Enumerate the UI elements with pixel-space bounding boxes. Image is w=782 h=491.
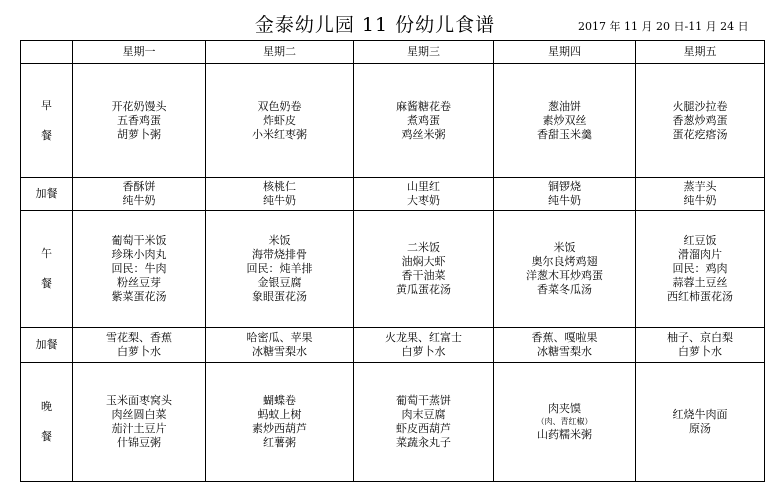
dish-item: 香葱炒鸡蛋 [672, 113, 728, 127]
dish-item: 茄汁土豆片 [111, 422, 167, 435]
dish-item: 铜锣烧 [548, 180, 581, 193]
dish-item: 蛋花疙瘩汤 [672, 127, 728, 141]
dish-item: 金银豆腐 [257, 276, 302, 289]
meal-row-dinner [21, 363, 765, 482]
dish-item: 回民：鸡肉 [672, 262, 728, 275]
dish-item: 原汤 [689, 422, 711, 435]
dish-item: 素炒双丝 [542, 113, 587, 127]
dish-item: 洋葱木耳炒鸡蛋 [526, 269, 603, 282]
dish-item: （肉、青红椒） [536, 417, 593, 426]
meal-label-char: 餐 [41, 277, 52, 290]
meal-label [21, 211, 73, 328]
dish-item: 蚂蚁上树 [257, 408, 302, 421]
dish-item: 回民：炖羊排 [246, 262, 313, 275]
dish-item: 米饭 [553, 241, 576, 254]
menu-cell-tuesday [206, 363, 354, 482]
meal-label-char: 晚 [41, 400, 52, 413]
dish-item: 冰糖雪梨水 [537, 345, 592, 358]
meal-label [21, 64, 73, 178]
dish-item: 香甜玉米羹 [537, 127, 592, 141]
dish-item: 麻酱糖花卷 [396, 99, 451, 113]
dish-item: 核桃仁 [263, 180, 296, 193]
menu-cell-monday [73, 211, 206, 328]
dish-item: 红豆饭 [683, 234, 717, 247]
dish-item: 葡萄干蒸饼 [396, 394, 451, 407]
dish-item: 香蕉、嘎啦果 [531, 331, 598, 344]
day-header-tuesday: 星期二 [206, 41, 354, 64]
dish-item: 双色奶卷 [257, 99, 302, 113]
dish-item: 山药糯米粥 [537, 428, 592, 441]
meal-label [21, 328, 73, 363]
day-header-wednesday: 星期三 [354, 41, 494, 64]
dish-item: 白萝卜水 [401, 345, 446, 358]
day-header-thursday: 星期四 [494, 41, 636, 64]
dish-item: 米饭 [268, 234, 291, 247]
menu-cell-wednesday [354, 363, 494, 482]
day-header-monday: 星期一 [73, 41, 206, 64]
dish-item: 山里红 [407, 180, 440, 193]
dish-item: 奥尔良烤鸡翅 [531, 255, 598, 268]
menu-table [20, 40, 765, 482]
dish-item: 冰糖雪梨水 [252, 345, 307, 358]
dish-item: 蒸芋头 [683, 180, 717, 193]
meal-label [21, 363, 73, 482]
menu-cell-wednesday [354, 211, 494, 328]
dish-item: 雪花梨、香蕉 [106, 331, 172, 344]
meal-label [21, 178, 73, 211]
dish-item: 小米红枣粥 [252, 127, 307, 141]
dish-item: 滑溜肉片 [678, 248, 722, 261]
menu-cell-thursday [494, 178, 636, 211]
dish-item: 纯牛奶 [683, 194, 717, 207]
dish-item: 素炒西葫芦 [252, 422, 307, 435]
dish-item: 五香鸡蛋 [117, 113, 161, 127]
meal-label-char: 早 [41, 98, 52, 112]
meal-label-char: 加餐 [35, 187, 58, 200]
dish-item: 油焖大虾 [401, 255, 446, 268]
menu-cell-tuesday [206, 178, 354, 211]
meal-label-char: 午 [41, 247, 52, 260]
dish-item: 火腿沙拉卷 [672, 99, 728, 113]
meal-label-char: 餐 [41, 128, 52, 142]
menu-cell-monday [73, 64, 206, 178]
dish-item: 葱油饼 [548, 99, 581, 113]
dish-item: 肉末豆腐 [401, 408, 446, 421]
menu-cell-friday [636, 178, 765, 211]
day-header-friday: 星期五 [636, 41, 765, 64]
menu-cell-wednesday [354, 64, 494, 178]
dish-item: 菜蔬汆丸子 [396, 436, 451, 449]
dish-item: 柚子、京白梨 [667, 331, 733, 344]
menu-cell-tuesday [206, 64, 354, 178]
menu-cell-tuesday [206, 328, 354, 363]
dish-item: 纯牛奶 [548, 194, 581, 207]
dish-item: 胡萝卜粥 [117, 127, 161, 141]
date-range: 2017 年 11 月 20 日-11 月 24 日 [578, 20, 749, 33]
dish-item: 开花奶馒头 [111, 99, 167, 113]
meal-label-char: 加餐 [35, 338, 58, 351]
menu-cell-thursday [494, 211, 636, 328]
menu-cell-wednesday [354, 178, 494, 211]
menu-cell-friday [636, 328, 765, 363]
dish-item: 白萝卜水 [117, 345, 161, 358]
meal-row-morning-snack [21, 178, 765, 211]
dish-item: 珍珠小肉丸 [111, 248, 167, 261]
dish-item: 蝴蝶卷 [263, 394, 296, 407]
dish-item: 玉米面枣窝头 [106, 394, 172, 407]
dish-item: 粉丝豆芽 [117, 276, 161, 289]
dish-item: 紫菜蛋花汤 [111, 290, 167, 303]
menu-cell-monday [73, 178, 206, 211]
corner-cell [21, 41, 73, 64]
dish-item: 红烧牛肉面 [672, 408, 728, 421]
menu-cell-monday [73, 363, 206, 482]
menu-cell-tuesday [206, 211, 354, 328]
meal-label-char: 餐 [41, 430, 52, 443]
dish-item: 鸡丝米粥 [401, 127, 446, 141]
dish-item: 纯牛奶 [263, 194, 296, 207]
menu-cell-friday [636, 363, 765, 482]
dish-item: 肉丝圆白菜 [111, 408, 167, 421]
dish-item: 虾皮西葫芦 [396, 422, 451, 435]
menu-cell-thursday [494, 328, 636, 363]
dish-item: 西红柿蛋花汤 [667, 290, 733, 303]
dish-item: 回民：牛肉 [111, 262, 167, 275]
dish-item: 蒜蓉土豆丝 [672, 276, 728, 289]
dish-item: 黄瓜蛋花汤 [396, 283, 451, 296]
menu-cell-friday [636, 64, 765, 178]
dish-item: 火龙果、红富士 [385, 331, 462, 344]
page-title: 金泰幼儿园 11 份幼儿食谱 [254, 14, 496, 36]
menu-cell-thursday [494, 64, 636, 178]
meal-row-afternoon-snack [21, 328, 765, 363]
dish-item: 香酥饼 [122, 180, 156, 193]
dish-item: 什锦豆粥 [117, 436, 161, 449]
dish-item: 哈密瓜、苹果 [246, 331, 313, 344]
meal-row-breakfast [21, 64, 765, 178]
dish-item: 香菜冬瓜汤 [537, 283, 592, 296]
menu-cell-monday [73, 328, 206, 363]
menu-cell-thursday [494, 363, 636, 482]
dish-item: 葡萄干米饭 [111, 234, 167, 247]
dish-item: 海带烧排骨 [252, 248, 307, 261]
meal-row-lunch [21, 211, 765, 328]
menu-cell-friday [636, 211, 765, 328]
dish-item: 大枣奶 [407, 194, 440, 207]
dish-item: 红薯粥 [263, 436, 296, 449]
dish-item: 二米饭 [407, 241, 440, 254]
dish-item: 象眼蛋花汤 [252, 290, 307, 303]
dish-item: 白萝卜水 [678, 345, 722, 358]
dish-item: 炸虾皮 [263, 113, 296, 127]
menu-cell-wednesday [354, 328, 494, 363]
dish-item: 香干油菜 [401, 269, 446, 282]
header-row [21, 41, 765, 64]
dish-item: 煮鸡蛋 [407, 113, 440, 127]
dish-item: 纯牛奶 [122, 194, 156, 207]
dish-item: 肉夹馍 [548, 402, 581, 415]
